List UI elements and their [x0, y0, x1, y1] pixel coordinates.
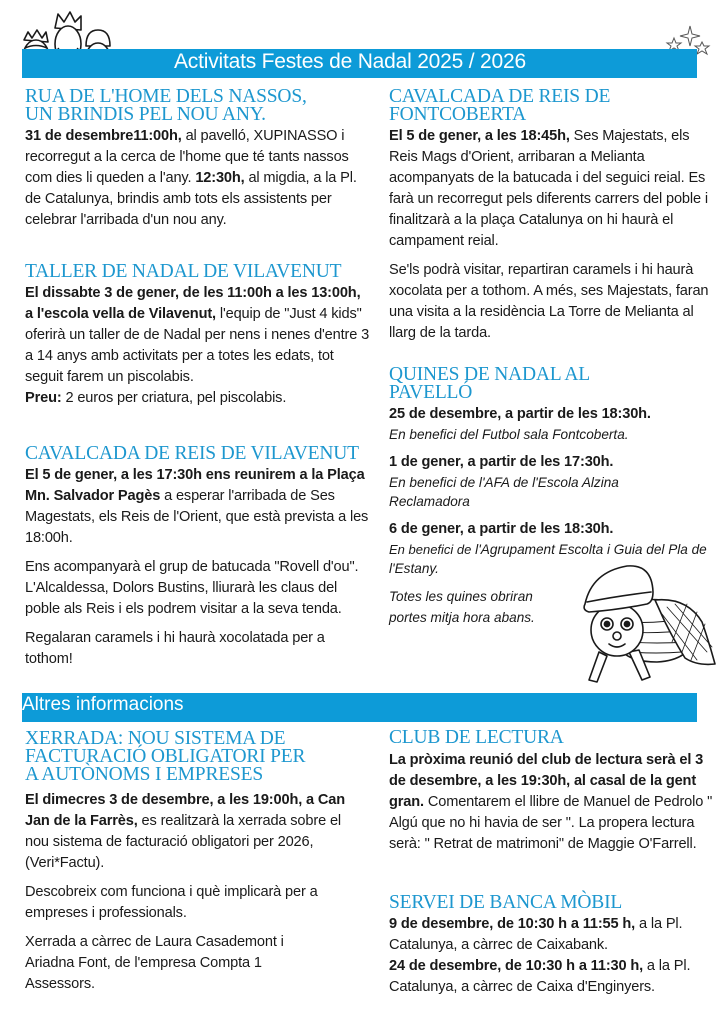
section-body: [389, 750, 719, 855]
section-heading: [389, 88, 719, 124]
section-rua-home-nassos: [25, 88, 370, 231]
quines-item: [389, 404, 714, 444]
event-description: Ses Majestats, els Reis Mags d'Orient, arribaran a Melianta acompanyats de la batucada i del seguici reial. Es farà un recorregut pels diferents carrers del poble i finalitzarà a la plaça Catalunya on hi haurà el campament reial.: [389, 128, 708, 249]
section-heading: CLUB DE LECTURA: [389, 727, 564, 748]
section-title: Altres informacions: [22, 694, 184, 715]
paragraph: Regalaran caramels i hi haurà xocolatada per a tothom!: [25, 630, 325, 667]
event-description: al pavelló, XUPINASSO i recorregut a la cerca de l'home que té tants nassos com dies li queden a l'any.: [25, 128, 349, 186]
heading-line: FACTURACIÓ OBLIGATORI PER: [25, 746, 306, 767]
section-banca-mobil: [389, 894, 719, 998]
event-description: a la Pl. Catalunya, a càrrec de Caixa d'Enginyers.: [389, 958, 691, 995]
section-heading: SERVEI DE BANCA MÒBIL: [389, 892, 623, 913]
event-description: es realitzarà la xerrada sobre el nou sistema de facturació obligatori per 2026, (Veri*Factu).: [25, 813, 342, 871]
section-body: [25, 465, 370, 549]
event-date: La pròxima reunió del club de lectura serà el 3 de desembre, a les 19:30h, al casal de la gent gran.: [389, 752, 704, 810]
section-xerrada: [25, 730, 370, 995]
section-body: [25, 126, 370, 231]
section-cavalcada-fontcoberta: [389, 88, 719, 344]
event-time: 12:30h,: [195, 170, 245, 186]
event-date: El 5 de gener, a les 18:45h,: [389, 128, 570, 144]
title-banner: [22, 49, 697, 78]
tio-de-nadal-icon: [567, 552, 717, 687]
quines-date: 1 de gener, a partir de les 17:30h.: [389, 454, 614, 470]
event-description: l'equip de "Just 4 kids" oferirà un taller de de Nadal per nens i nenes d'entre 3 a 14 anys amb activitats per a totes les edats, tot seguit farem un piscolabis.: [25, 306, 370, 385]
section-body: [25, 790, 345, 874]
section-body: [389, 126, 719, 252]
heading-line: A AUTÒNOMS I EMPRESES: [25, 764, 263, 785]
price-label: Preu:: [25, 390, 62, 406]
event-description: a la Pl. Catalunya, a càrrec de Caixabank.: [389, 916, 683, 953]
heading-line: RUA DE L'HOME DELS NASSOS,: [25, 86, 307, 107]
paragraph: Descobreix com funciona i què implicarà per a empreses i professionals.: [25, 884, 318, 921]
quines-item: [389, 452, 639, 511]
heading-line: UN BRINDIS PEL NOU ANY.: [25, 104, 266, 125]
heading-line: XERRADA: NOU SISTEMA DE: [25, 728, 286, 749]
event-date: 24 de desembre, de 10:30 h a 11:30 h,: [389, 958, 644, 974]
heading-line: CAVALCADA DE REIS DE: [389, 86, 611, 107]
event-date: 9 de desembre, de 10:30 h a 11:55 h,: [389, 916, 636, 932]
quines-closing-note: Totes les quines obriran portes mitja hora abans.: [389, 589, 535, 625]
paragraph: Xerrada a càrrec de Laura Casademont i Ariadna Font, de l'empresa Compta 1 Assessors.: [25, 934, 284, 992]
quines-date: 25 de desembre, a partir de les 18:30h.: [389, 406, 651, 422]
section-heading: CAVALCADA DE REIS DE VILAVENUT: [25, 443, 359, 464]
event-description: a esperar l'arribada de Ses Magestats, els Reis de l'Orient, que està prevista a les 18:00h.: [25, 488, 369, 546]
event-date: El dissabte 3 de gener, de les 11:00h a les 13:00h, a l'escola vella de Vilavenut,: [25, 285, 361, 322]
event-date: El dimecres 3 de desembre, a les 19:00h, a Can Jan de la Farrès,: [25, 792, 346, 829]
banca-item: [389, 956, 719, 998]
section-heading: TALLER DE NADAL DE VILAVENUT: [25, 261, 342, 282]
price-value: 2 euros per criatura, pel piscolabis.: [61, 390, 287, 406]
section-club-lectura: [389, 729, 719, 855]
quines-date: 6 de gener, a partir de les 18:30h.: [389, 521, 614, 537]
quines-note: En benefici del Futbol sala Fontcoberta.: [389, 427, 629, 442]
quines-note-prefix: En benefici de: [389, 542, 472, 557]
price-line: [25, 388, 370, 409]
event-description: al migdia, a la Pl. de Catalunya, brindis amb tots els assistents per celebrar l'arribada d'un nou any.: [25, 170, 357, 228]
paragraph: Se'ls podrà visitar, repartiran caramels i hi haurà xocolata per a tothom. A més, ses Majestats, faran una visita a la residència La Torre de Melianta al llarg de la tarda.: [389, 262, 709, 341]
banca-item: [389, 914, 719, 956]
heading-line: PAVELLÓ: [389, 382, 473, 403]
quines-note: l'Agrupament Escolta i Guia del Pla de l'Estany.: [389, 542, 707, 576]
section-heading: [25, 88, 370, 124]
quines-note: En benefici de l'AFA de l'Escola Alzina Reclamadora: [389, 475, 619, 509]
paragraph: Ens acompanyarà el grup de batucada "Rovell d'ou". L'Alcaldessa, Dolors Bustins, lliurarà les claus del poble als Reis i els podrem visitar a la seva tenda.: [25, 559, 359, 617]
event-date: El 5 de gener, a les 17:30h ens reunirem a la Plaça Mn. Salvador Pagès: [25, 467, 365, 504]
page-title: Activitats Festes de Nadal 2025 / 2026: [174, 50, 526, 73]
section-body: [25, 283, 370, 388]
heading-line: QUINES DE NADAL AL: [389, 364, 590, 385]
event-date: 31 de desembre11:00h,: [25, 128, 182, 144]
section-banner-altres: [22, 693, 697, 722]
event-description: Comentarem el llibre de Manuel de Pedrolo " Algú que no hi havia de ser ". La propera lectura serà: " Retrat de matrimoni" de Maggie O'Farrell.: [389, 794, 713, 852]
section-heading: [389, 366, 719, 402]
section-cavalcada-vilavenut: [25, 445, 370, 670]
heading-line: FONTCOBERTA: [389, 104, 526, 125]
section-heading: [25, 730, 370, 784]
section-taller-nadal: [25, 263, 370, 409]
